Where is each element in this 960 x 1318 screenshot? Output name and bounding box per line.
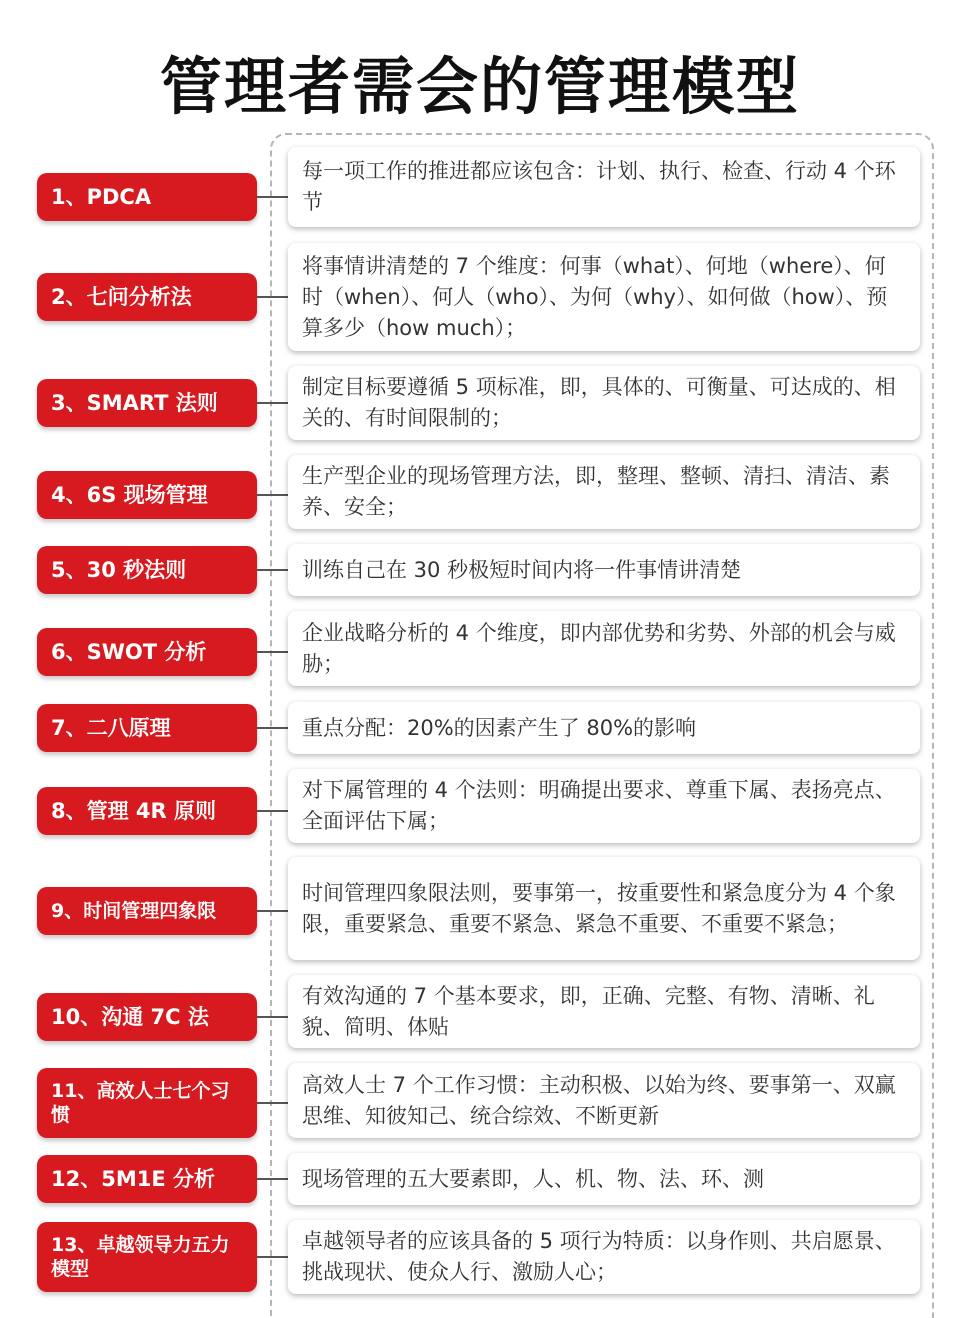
- model-description-card: [288, 1220, 920, 1294]
- connector-line: [257, 1016, 288, 1018]
- connector-line: [257, 651, 288, 653]
- model-description-card: [288, 1063, 920, 1138]
- model-description-card: [288, 611, 920, 686]
- page-title: 管理者需会的管理模型: [159, 50, 800, 123]
- model-description: 每一项工作的推进都应该包含：计划、执行、检查、行动 4 个环节: [302, 159, 896, 214]
- model-description-card: [288, 366, 920, 440]
- connector-line: [257, 402, 288, 404]
- connector-line: [257, 727, 288, 729]
- model-label-time-quadrants: 9、时间管理四象限: [37, 887, 257, 935]
- model-description-card: [288, 769, 920, 843]
- connector-line: [257, 910, 288, 912]
- model-label-seven-questions: 2、七问分析法: [37, 273, 257, 321]
- model-description-card: [288, 702, 920, 754]
- model-description: 企业战略分析的 4 个维度，即内部优势和劣势、外部的机会与威胁；: [302, 620, 896, 676]
- connector-line: [257, 569, 288, 571]
- model-label-pareto: 7、二八原理: [37, 704, 257, 752]
- model-description-card: [288, 857, 920, 960]
- model-description: 训练自己在 30 秒极短时间内将一件事情讲清楚: [302, 557, 742, 582]
- connector-line: [257, 196, 288, 198]
- model-label-pdca: 1、PDCA: [37, 173, 257, 221]
- model-description: 卓越领导者的应该具备的 5 项行为特质：以身作则、共启愿景、挑战现状、使众人行、激励人心；: [302, 1229, 896, 1284]
- model-label-swot: 6、SWOT 分析: [37, 628, 257, 676]
- model-description: 对下属管理的 4 个法则：明确提出要求、尊重下属、表扬亮点、全面评估下属；: [302, 778, 896, 833]
- model-description: 高效人士 7 个工作习惯：主动积极、以始为终、要事第一、双赢思维、知彼知己、统合综效、不断更新: [302, 1072, 896, 1128]
- model-description: 有效沟通的 7 个基本要求，即，正确、完整、有物、清晰、礼貌、简明、体贴: [302, 983, 875, 1039]
- model-label-7c: 10、沟通 7C 法: [37, 993, 257, 1041]
- model-label-leadership: 13、卓越领导力五力模型: [37, 1222, 257, 1292]
- connector-line: [257, 1102, 288, 1104]
- model-description: 制定目标要遵循 5 项标准，即，具体的、可衡量、可达成的、相关的、有时间限制的；: [302, 375, 896, 430]
- model-description: 重点分配：20%的因素产生了 80%的影响: [302, 715, 697, 740]
- model-label-smart: 3、SMART 法则: [37, 379, 257, 427]
- model-description: 现场管理的五大要素即，人、机、物、法、环、测: [302, 1166, 764, 1191]
- model-label-30-seconds: 5、30 秒法则: [37, 546, 257, 594]
- model-description-card: [288, 1153, 920, 1205]
- connector-line: [257, 296, 288, 298]
- model-description-card: [288, 544, 920, 596]
- connector-line: [257, 810, 288, 812]
- model-label-seven-habits: 11、高效人士七个习惯: [37, 1068, 257, 1138]
- model-description: 生产型企业的现场管理方法，即，整理、整顿、清扫、清洁、素养、安全；: [302, 464, 890, 519]
- model-label-6s: 4、6S 现场管理: [37, 471, 257, 519]
- model-description-card: [288, 975, 920, 1048]
- model-description-card: [288, 455, 920, 529]
- connector-line: [257, 494, 288, 496]
- model-description-card: [288, 147, 920, 227]
- connector-line: [257, 1178, 288, 1180]
- model-label-4r: 8、管理 4R 原则: [37, 787, 257, 835]
- model-label-5m1e: 12、5M1E 分析: [37, 1155, 257, 1203]
- connector-line: [257, 1256, 288, 1258]
- model-description: 时间管理四象限法则，要事第一，按重要性和紧急度分为 4 个象限，重要紧急、重要不紧急、紧急不重要、不重要不紧急；: [302, 880, 896, 936]
- model-description: 将事情讲清楚的 7 个维度：何事（what）、何地（where）、何时（when）、何人（who）、为何（why）、如何做（how）、预算多少（how much）；: [302, 253, 888, 340]
- model-description-card: [288, 243, 920, 351]
